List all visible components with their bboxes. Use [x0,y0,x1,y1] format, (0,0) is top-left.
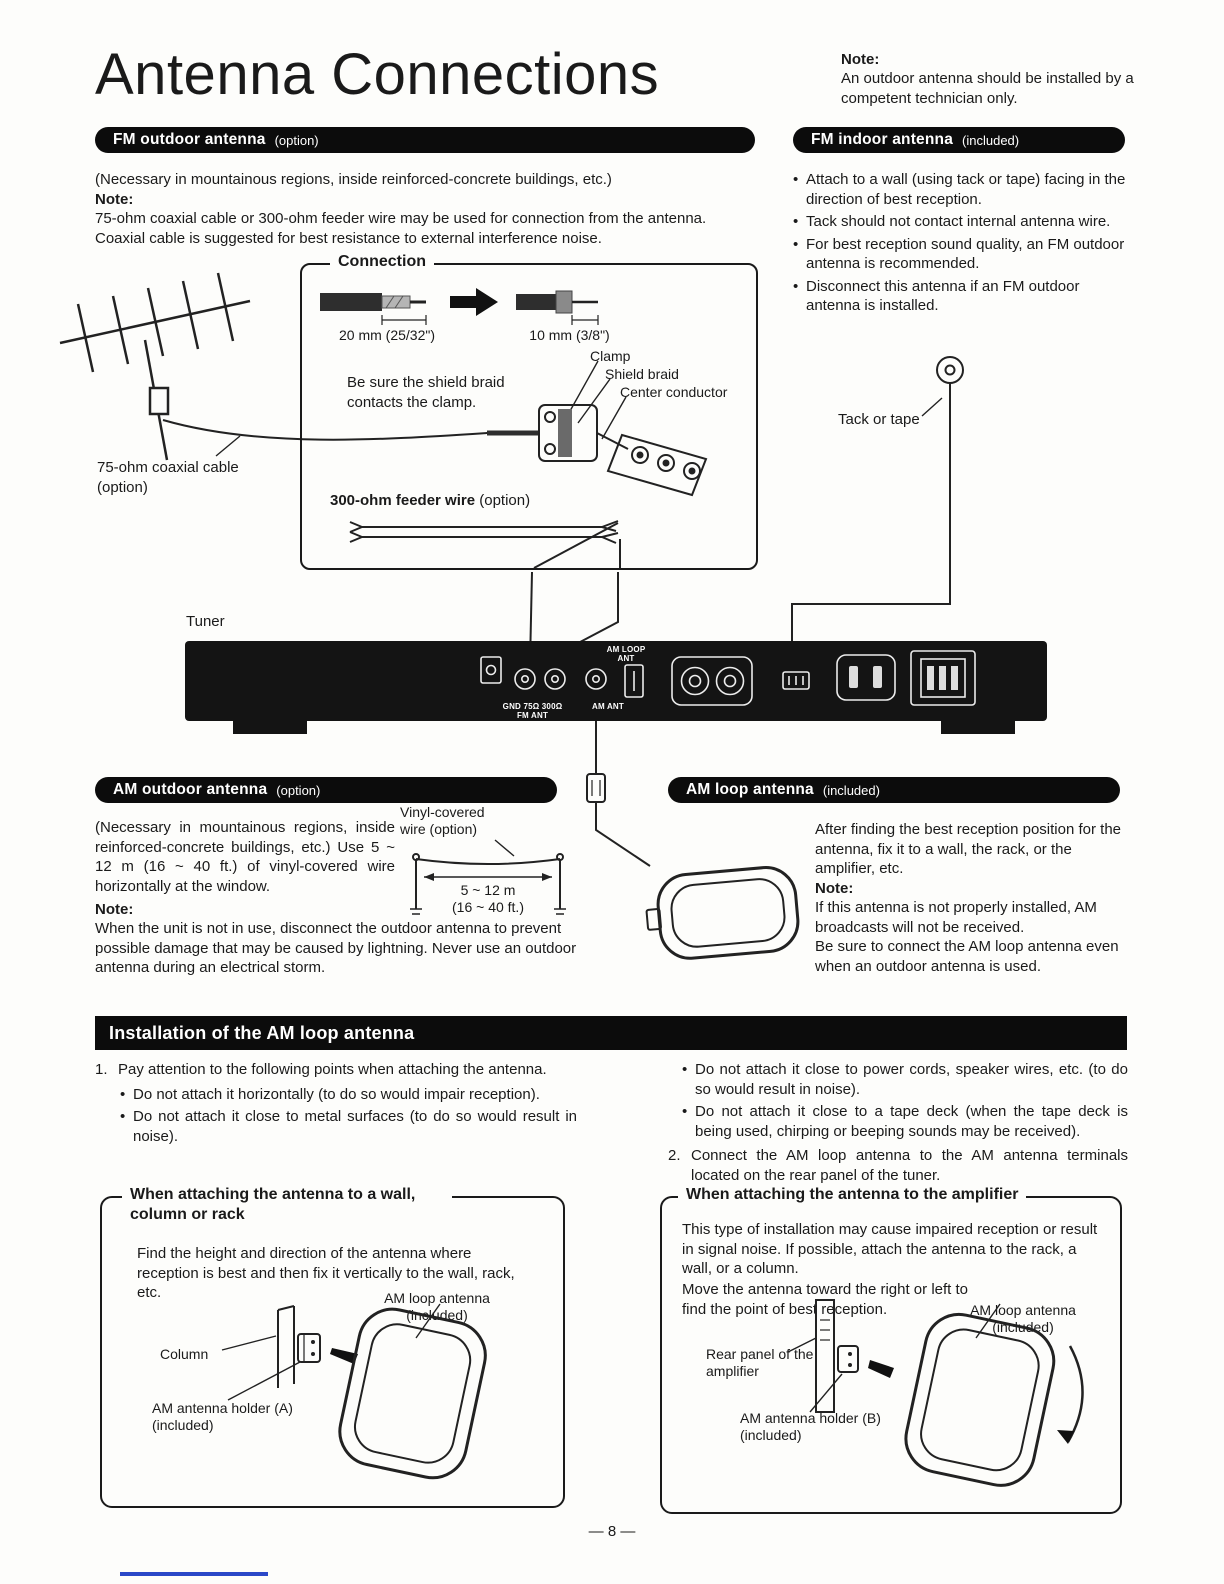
amplifier-attachment-box [660,1186,1122,1514]
wall-box-body: Find the height and direction of the antenna where reception is best and then fix it vertically to the wall, rack, etc. [137,1245,515,1301]
bullet-item: • Do not attach it close to metal surfaces (to do so would result in noise). [120,1107,577,1146]
wire-length-line1: 5 ~ 12 m [460,882,516,898]
top-note-text: An outdoor antenna should be installed by a competent technician only. [841,70,1134,107]
am-loop-note-label: Note: [815,879,854,897]
fm-indoor-bullets [793,170,1131,319]
bullet-item: • Do not attach it horizontally (to do so would impair reception). [120,1085,577,1105]
vinyl-wire-label: Vinyl-covered wire (option) [400,804,485,837]
tack-icon [928,352,972,402]
bullet-item: • Disconnect this antenna if an FM outdoor antenna is installed. [793,277,1131,316]
installation-right-column [668,1060,1128,1185]
tuner-am-loop-terminal-label: AM LOOP ANT [606,645,646,664]
feeder-wire-note: (option) [479,492,531,509]
amp-rear-panel-label: Rear panel of the amplifier [706,1346,814,1379]
item-number: 2. [668,1147,681,1164]
dimension-20mm: 20 mm (25/32") [338,327,435,343]
item-number: 1. [95,1061,108,1078]
dimension-10mm: 10 mm (3/8") [529,327,610,343]
amp-holder-label: AM antenna holder (B) (included) [740,1410,881,1443]
shield-braid-label: Shield braid [605,366,679,382]
connection-diagram-box [300,253,758,570]
installation-item1: Pay attention to the following points when attaching the antenna. [118,1061,547,1078]
top-note-label: Note: [841,51,880,68]
am-outdoor-header [95,777,557,803]
tuner-fm-terminals-label-line1: GND 75Ω 300Ω [502,702,563,711]
clamp-label: Clamp [590,348,631,364]
amp-box-body1: This type of installation may cause impaired reception or result in signal noise. If possible, attach the antenna to the rack, a wall, or a column. [682,1221,1098,1277]
am-outdoor-note-label: Note: [95,901,134,918]
amp-box-body2: Move the antenna toward the right or left to find the point of best reception. [682,1281,969,1318]
bullet-item: • Do not attach it close to a tape deck (when the tape deck is being used, chirping or beeping sounds may be received). [682,1102,1128,1141]
clamp-caution-text: Be sure the shield braid contacts the clamp. [347,374,505,411]
installation-item2: Connect the AM loop antenna to the AM antenna terminals located on the rear panel of the tuner. [691,1147,1128,1184]
wall-holder-label: AM antenna holder (A) (included) [152,1400,293,1433]
wall-attachment-box [100,1186,565,1508]
am-outdoor-header-label: AM outdoor antenna [113,781,268,798]
column-label: Column [160,1346,209,1362]
wall-loop-label: AM loop antenna (included) [384,1290,490,1323]
amp-box-title: When attaching the antenna to the amplifier [678,1185,1026,1205]
amp-loop-label: AM loop antenna (included) [970,1302,1076,1335]
am-loop-antenna-art [645,853,810,971]
installation-header: Installation of the AM loop antenna [95,1016,1127,1050]
tack-or-tape-label: Tack or tape [838,411,920,428]
scan-artifact-line [120,1572,268,1576]
am-outdoor-header-note: (option) [276,782,321,798]
tuner-label: Tuner [186,613,225,630]
am-loop-body: After finding the best reception position for the antenna, fix it to a wall, the rack, or the amplifier, etc. [815,821,1122,877]
fm-indoor-header-note: (included) [962,132,1020,148]
bullet-item: • Tack should not contact internal antenna wire. [793,212,1131,232]
connection-art [302,265,756,568]
fm-outdoor-header [95,127,755,153]
fm-outdoor-note-label: Note: [95,191,134,208]
am-loop-note-text2: Be sure to connect the AM loop antenna even when an outdoor antenna is used. [815,938,1119,975]
bullet-item: • Do not attach it close to power cords, speaker wires, etc. (to do so would result in noise). [682,1060,1128,1099]
fm-indoor-header-label: FM indoor antenna [811,131,954,148]
fm-outdoor-intro: (Necessary in mountainous regions, inside reinforced-concrete buildings, etc.) [95,171,612,188]
am-loop-note-text1: If this antenna is not properly installed, AM broadcasts will not be received. [815,899,1097,936]
fm-outdoor-header-label: FM outdoor antenna [113,131,266,148]
fm-outdoor-antenna-art [45,248,280,488]
coax-cable-label: 75-ohm coaxial cable (option) [97,459,239,496]
am-outdoor-body: (Necessary in mountainous regions, inside reinforced-concrete buildings, etc.) Use 5 ~ 12 m (16 ~ 40 ft.) of vinyl-covered wire horizontally at the window. [95,819,395,895]
amplifier-attachment-art [670,1294,1116,1510]
am-loop-text-block [815,820,1131,976]
am-outdoor-note-text: When the unit is not in use, disconnect the outdoor antenna to prevent possible damage that may be caused by lightning. Never use an outdoor antenna during an electrical storm. [95,920,577,976]
page-number: — 8 — [588,1523,636,1540]
am-loop-header [668,777,1120,803]
connection-title: Connection [330,252,434,272]
page-title: Antenna Connections [95,42,660,107]
am-loop-header-note: (included) [822,782,880,798]
fm-outdoor-header-note: (option) [274,132,319,148]
bullet-item: • For best reception sound quality, an FM outdoor antenna is recommended. [793,235,1131,274]
am-loop-header-label: AM loop antenna [686,781,814,798]
fm-indoor-header [793,127,1125,153]
wire-length-line2: (16 ~ 40 ft.) [452,899,524,915]
tuner-fm-terminals-label-line2: FM ANT [516,711,549,720]
installation-left-column [95,1060,577,1149]
tuner-am-terminal-label: AM ANT [591,702,624,711]
fm-outdoor-note-text: 75-ohm coaxial cable or 300-ohm feeder wire may be used for connection from the antenna. Coaxial cable is suggested for best resistance to external interference noise. [95,210,707,247]
wall-attachment-art [110,1296,555,1504]
feeder-wire-label: 300-ohm feeder wire [330,492,476,509]
bullet-item: • Attach to a wall (using tack or tape) facing in the direction of best reception. [793,170,1131,209]
center-conductor-label: Center conductor [620,384,728,400]
wall-box-title: When attaching the antenna to a wall, column or rack [122,1185,452,1225]
